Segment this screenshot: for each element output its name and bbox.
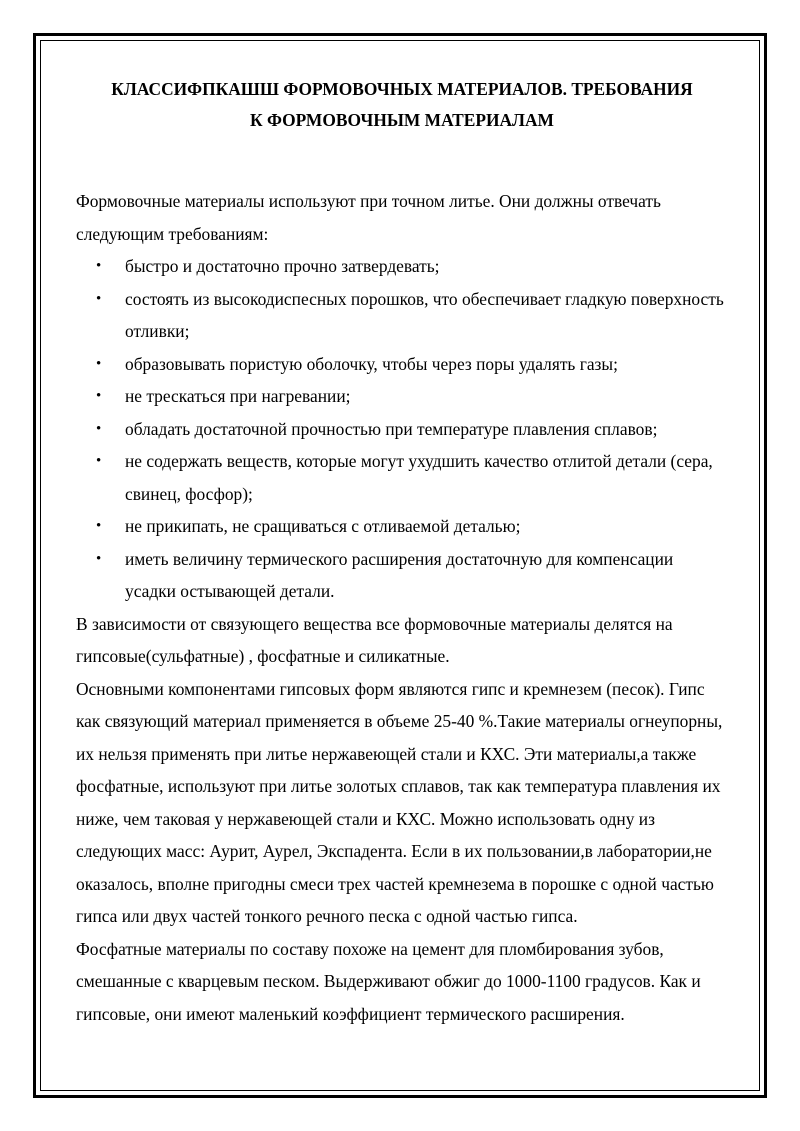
list-item: • не прикипать, не сращиваться с отливаемой деталью; — [76, 510, 728, 543]
list-item: • быстро и достаточно прочно затвердевать; — [76, 250, 728, 283]
intro-paragraph: Формовочные материалы используют при точном литье. Они должны отвечать следующим требованиям: — [76, 191, 661, 244]
list-item: • не содержать веществ, которые могут ухудшить качество отлитой детали (сера, свинец, фосфор); — [76, 445, 728, 510]
document-body — [76, 74, 728, 1030]
list-item: • обладать достаточной прочностью при температуре плавления сплавов; — [76, 413, 728, 446]
list-item: • не трескаться при нагревании; — [76, 380, 728, 413]
gypsum-paragraph: Основными компонентами гипсовых форм являются гипс и кремнезем (песок). Гипс как связующий материал применяется в объеме 25-40 %.Такие материалы огнеупорны, их нельзя применять при литье нержавеющей стали и КХС. Эти материалы,а также фосфатные, используют при литье золотых сплавов, так как температура плавления их ниже, чем таковая у нержавеющей стали и КХС. Можно использовать одну из следующих масс: Аурит, Аурел, Экспадента. Если в их пользовании,в лаборатории,не оказалось, вполне пригодны смеси трех частей кремнезема в порошке с одной частью гипса или двух частей тонкого речного песка с одной частью гипса. — [76, 678, 723, 926]
list-item: • состоять из высокодиспесных порошков, что обеспечивает гладкую поверхность отливки; — [76, 283, 728, 348]
list-item: • иметь величину термического расширения достаточную для компенсации усадки остывающей детали. — [76, 543, 728, 608]
classification-paragraph: В зависимости от связующего вещества все формовочные материалы делятся на гипсовые(сульфатные) , фосфатные и силикатные. — [76, 613, 673, 666]
list-item: • образовывать пористую оболочку, чтобы через поры удалять газы; — [76, 348, 728, 381]
title-line-2: К ФОРМОВОЧНЫМ МАТЕРИАЛАМ — [250, 110, 554, 130]
requirements-list — [76, 250, 728, 608]
phosphate-paragraph: Фосфатные материалы по составу похоже на цемент для пломбирования зубов, смешанные с кварцевым песком. Выдерживают обжиг до 1000-1100 градусов. Как и гипсовые, они имеют маленький коэффициент термического расширения. — [76, 938, 701, 1024]
title-line-1: КЛАССИФПКАШШ ФОРМОВОЧНЫХ МАТЕРИАЛОВ. ТРЕБОВАНИЯ — [111, 79, 693, 99]
document-title — [76, 74, 728, 136]
